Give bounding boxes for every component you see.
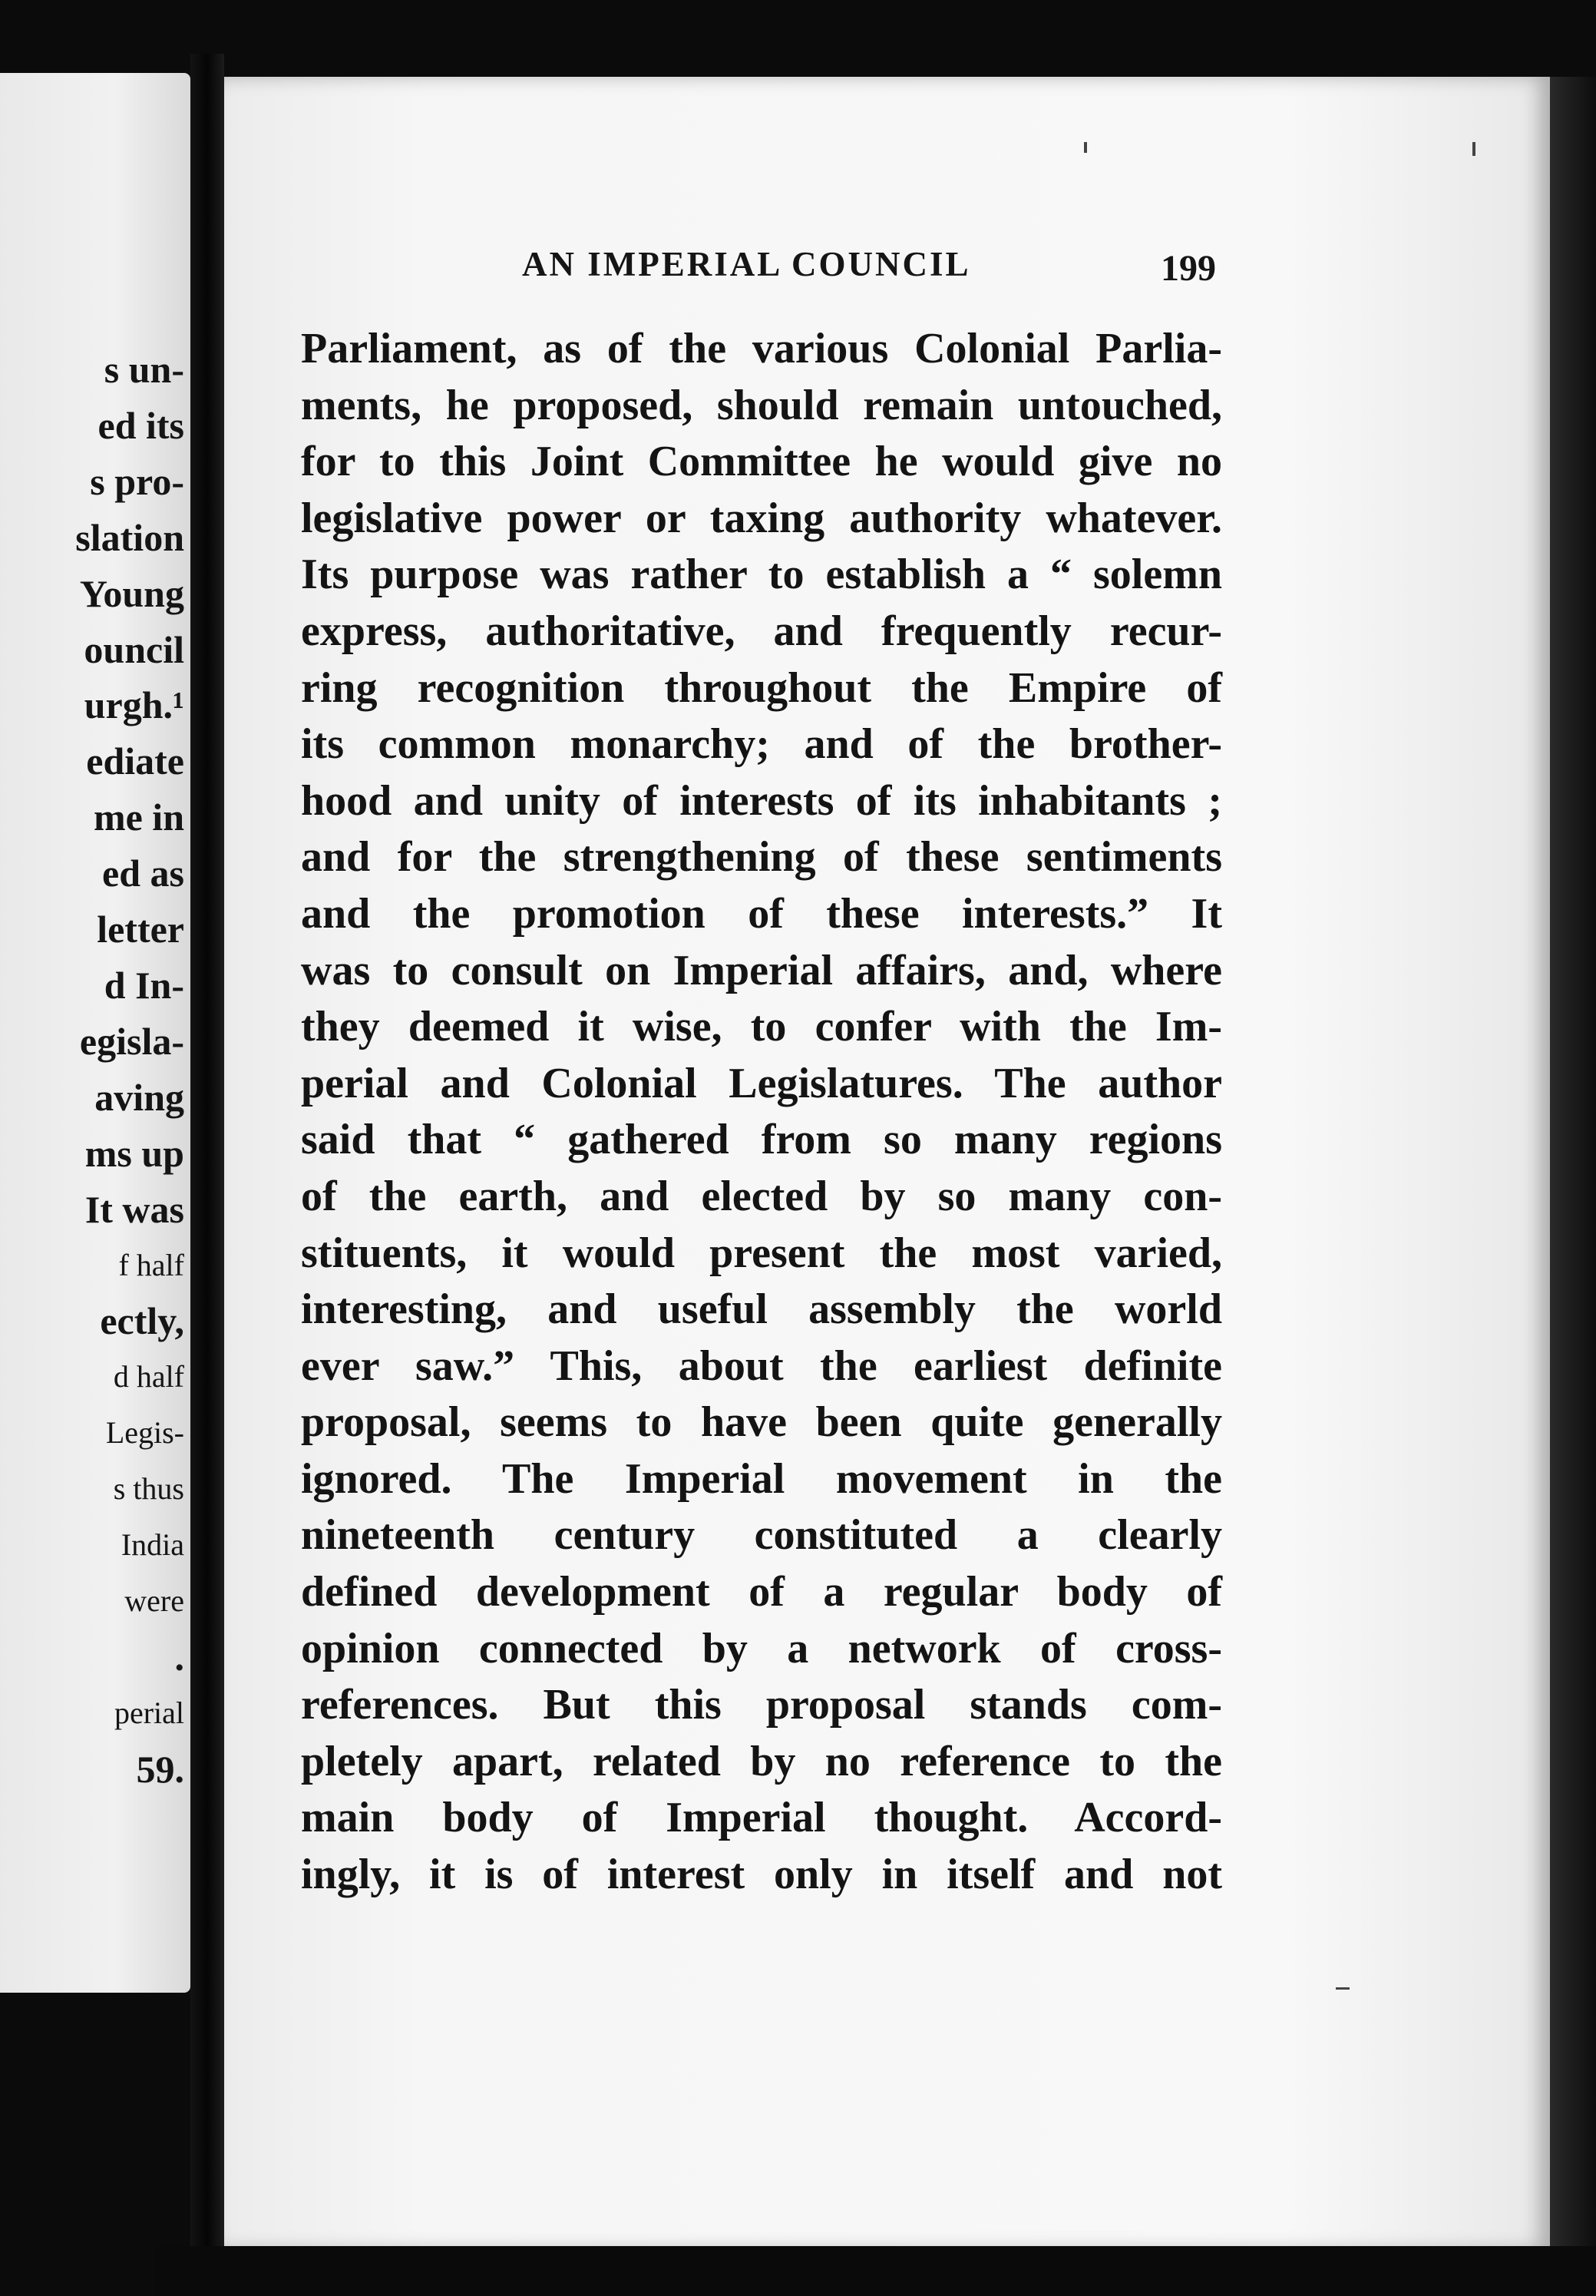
- left-page-line: India: [121, 1527, 184, 1563]
- text-line: nineteenth century constituted a clearly: [301, 1511, 1222, 1560]
- left-page-line: s thus: [113, 1471, 184, 1507]
- left-page-line: letter: [97, 908, 184, 951]
- left-facing-page: [0, 73, 190, 1993]
- text-line: pletely apart, related by no reference to the: [301, 1737, 1222, 1785]
- left-page-line: ouncil: [84, 627, 184, 671]
- left-page-line: s pro-: [90, 459, 184, 503]
- text-line: was to consult on Imperial affairs, and, where: [301, 946, 1222, 994]
- left-page-line: ms up: [84, 1131, 184, 1175]
- left-page-line: me in: [93, 796, 184, 839]
- left-page-line: d half: [113, 1359, 184, 1394]
- text-line: hood and unity of interests of its inhabitants ;: [301, 776, 1222, 825]
- text-line: of the earth, and elected by so many con-: [301, 1172, 1222, 1220]
- text-line: its common monarchy; and of the brother-: [301, 720, 1222, 769]
- left-page-line: .: [174, 1635, 184, 1679]
- text-line: legislative power or taxing authority whatever.: [301, 494, 1222, 542]
- left-page-line: Young: [79, 571, 184, 615]
- running-head: AN IMPERIAL COUNCIL: [522, 245, 971, 283]
- text-line: ingly, it is of interest only in itself and not: [301, 1851, 1222, 1899]
- page-bottom-edge: [154, 2246, 1596, 2296]
- text-line: for to this Joint Committee he would give no: [301, 438, 1222, 486]
- book-gutter: [190, 54, 224, 2265]
- left-page-line: f half: [118, 1247, 184, 1282]
- left-page-line: egisla-: [79, 1019, 184, 1063]
- left-page-line: 59.: [136, 1747, 184, 1791]
- left-page-line: ed its: [97, 403, 184, 447]
- left-page-line: d In-: [104, 963, 184, 1007]
- text-line: they deemed it wise, to confer with the Im-: [301, 1003, 1222, 1051]
- left-page-line: s un-: [104, 348, 184, 391]
- left-page-line: aving: [94, 1075, 184, 1119]
- left-page-line: ectly,: [100, 1299, 184, 1343]
- text-line: ments, he proposed, should remain untouched,: [301, 381, 1222, 429]
- text-line: express, authoritative, and frequently recur-: [301, 607, 1222, 655]
- text-line: main body of Imperial thought. Accord-: [301, 1794, 1222, 1842]
- speck-mark: [1472, 142, 1475, 156]
- text-line: interesting, and useful assembly the world: [301, 1285, 1222, 1334]
- left-page-text: [75, 342, 184, 1798]
- left-page-line: ediate: [86, 739, 184, 783]
- left-page-line: were: [124, 1583, 184, 1618]
- text-line: Parliament, as of the various Colonial Parlia-: [301, 325, 1222, 372]
- text-line: ignored. The Imperial movement in the: [301, 1454, 1222, 1503]
- speck-mark: [1084, 142, 1087, 153]
- text-line: defined development of a regular body of: [301, 1568, 1222, 1616]
- text-line: and the promotion of these interests.” It: [301, 889, 1222, 938]
- text-line: said that “ gathered from so many regions: [301, 1116, 1222, 1164]
- left-page-line: perial: [114, 1695, 184, 1730]
- text-line: ever saw.” This, about the earliest definite: [301, 1342, 1222, 1390]
- speck-mark: [1336, 1987, 1350, 1990]
- left-page-line: ed as: [102, 852, 184, 895]
- text-line: references. But this proposal stands com-: [301, 1681, 1222, 1729]
- text-line: opinion connected by a network of cross-: [301, 1624, 1222, 1672]
- left-page-line: Legis-: [105, 1415, 184, 1451]
- text-line: ring recognition throughout the Empire of: [301, 663, 1222, 712]
- left-page-line: It was: [84, 1187, 184, 1231]
- text-line: and for the strengthening of these sentiments: [301, 833, 1222, 882]
- page-number: 199: [1161, 248, 1216, 289]
- text-line: perial and Colonial Legislatures. The author: [301, 1059, 1222, 1107]
- body-text: [301, 321, 1222, 1904]
- text-line: proposal, seems to have been quite generally: [301, 1398, 1222, 1447]
- text-line: stituents, it would present the most varied,: [301, 1229, 1222, 1277]
- left-page-line: slation: [75, 515, 184, 559]
- page-right-edge: [1550, 77, 1596, 2296]
- left-page-line: urgh.¹: [84, 683, 184, 727]
- text-line: Its purpose was rather to establish a “ solemn: [301, 551, 1222, 599]
